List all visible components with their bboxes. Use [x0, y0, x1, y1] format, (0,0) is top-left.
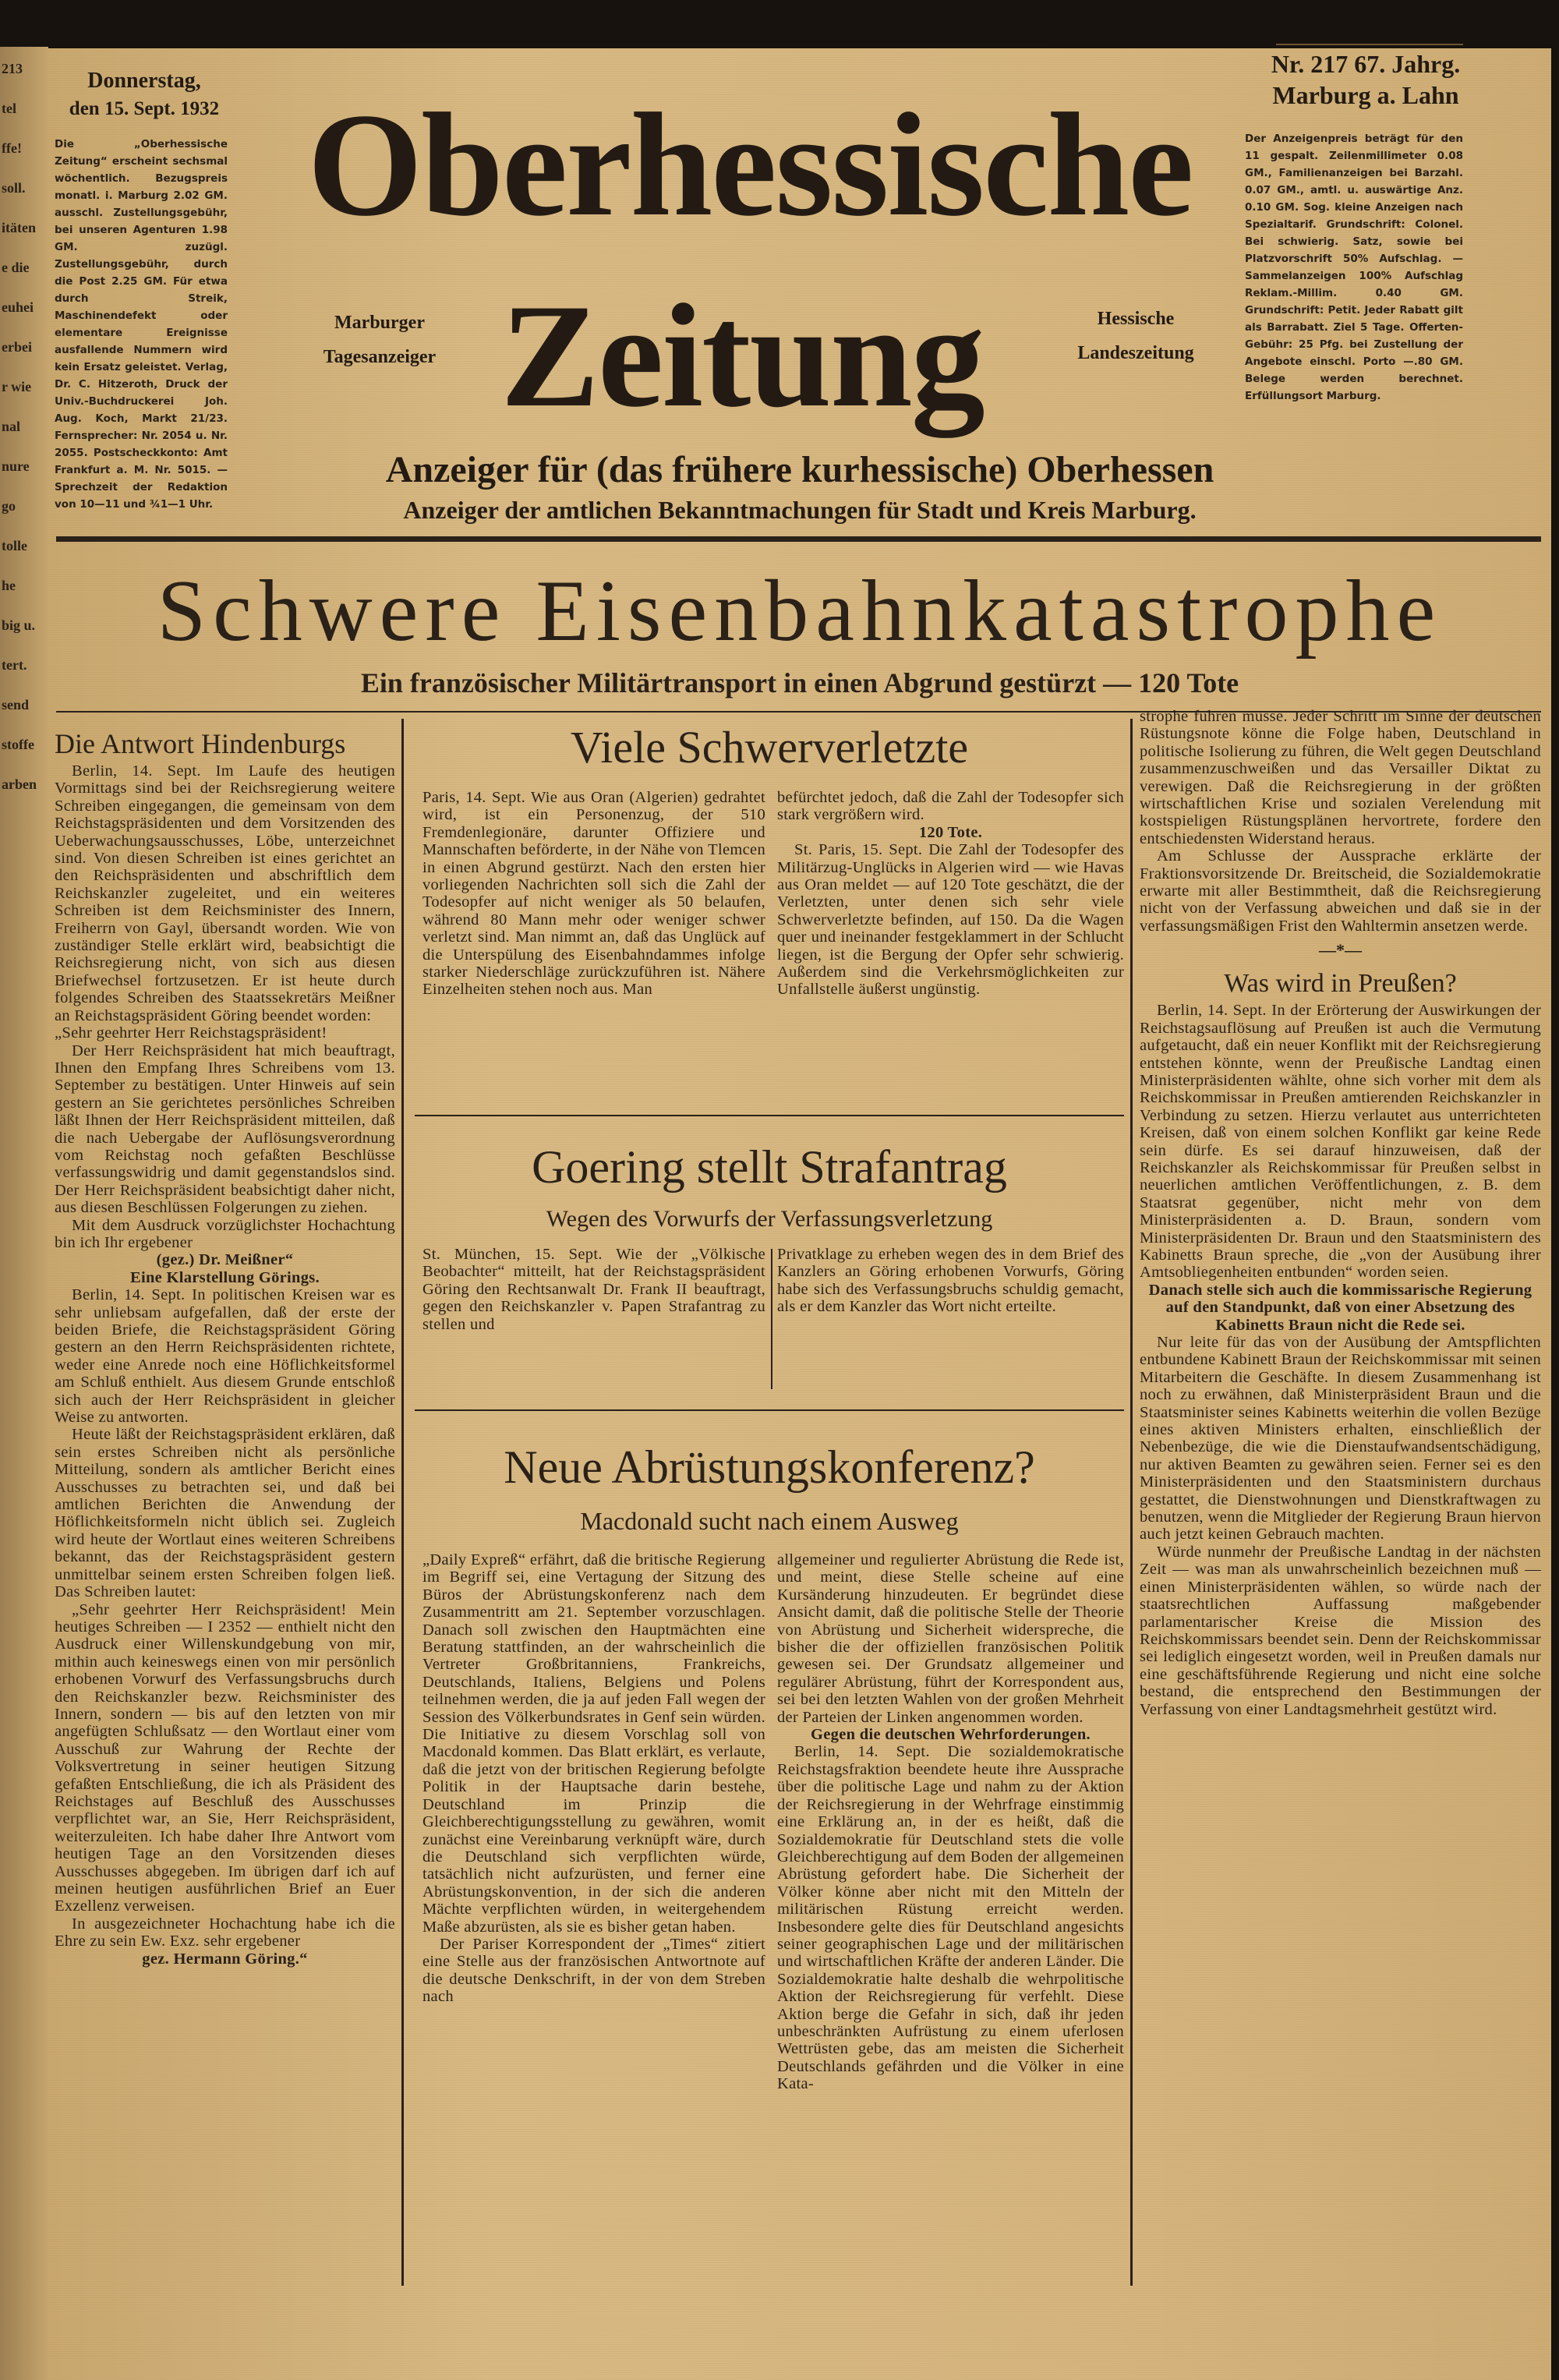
- neighbor-page-fragment: send: [2, 697, 30, 713]
- paragraph: Paris, 14. Sept. Wie aus Oran (Algerien) gedrahtet wird, ist ein Personenzug, der 510 Fremdenlegionäre, darunter Offiziere und Mannschaften beförderte, in der Nähe von Tlemcen in einen Abgrund gestürzt. Nach den ersten hier vorliegenden Nachrichten soll sich die Zahl der Todesopfer auf nicht weniger als 50 belaufen, während 80 Mann mehr oder weniger schwer verletzt sind. Man nimmt an, daß das Unglück auf die Unterspülung des Eisenbahndammes infolge starker Niederschläge zurückzuführen ist. Nähere Einzelheiten stehen noch aus. Man: [422, 789, 765, 999]
- neighbor-page-edge: [0, 47, 48, 2380]
- paragraph: gez. Hermann Göring.“: [142, 1950, 308, 1968]
- lead-subheadline: Ein französischer Militärtransport in einen Abgrund gestürzt — 120 Tote: [360, 667, 1239, 698]
- abruestung-body-right: [777, 1551, 1124, 2093]
- paragraph: allgemeiner und regulierter Abrüstung die Rede ist, und meint, diese Stelle scheine auf eine Kursänderung hinzudeuten. Er begründet diese Ansicht damit, daß die politische Stelle der Theorie von Abrüstung und Sicherheit widerspreche, die bisher die der offiziellen französischen Politik gewesen sei. Der Grundsatz allgemeiner und regulärer Abrüstung, führt der Korrespondent aus, sei bei den letzten Wahlen von der großen Mehrheit der Parteien der Linken angenommen worden.: [777, 1551, 1124, 1726]
- newspaper-page: [48, 48, 1551, 2380]
- paragraph: „Sehr geehrter Herr Reichstagspräsident!: [55, 1024, 327, 1042]
- neighbor-page-fragment: 213: [2, 61, 23, 76]
- neighbor-page-fragment: soll.: [2, 180, 26, 196]
- goering-subheadline: Wegen des Vorwurfs der Verfassungsverletzung: [546, 1206, 993, 1232]
- paragraph: 120 Tote.: [918, 823, 983, 841]
- neighbor-page-fragment: ffe!: [2, 140, 22, 156]
- goering-body-left: [422, 1246, 765, 1333]
- masthead-title-line1: Oberhessische: [307, 83, 1193, 247]
- neighbor-page-fragment: tel: [2, 101, 16, 116]
- issue-date: [55, 67, 234, 123]
- marburger-tagesanzeiger: [306, 306, 454, 374]
- preussen-body: [1140, 1002, 1541, 1718]
- neighbor-page-fragment: tolle: [2, 538, 27, 553]
- abruestung-subheadline: Macdonald sucht nach einem Ausweg: [580, 1507, 959, 1535]
- verletzte-rule: [415, 1115, 1124, 1116]
- neighbor-page-fragment: tert.: [2, 657, 27, 673]
- date-weekday: Donnerstag,: [87, 69, 201, 93]
- paragraph: St. München, 15. Sept. Wie der „Völkische Beobachter“ mitteilt, hat der Reichstagspräsident Göring den Rechtsanwalt Dr. Frank II beauftragt, gegen den Reichskanzler v. Papen Strafantrag zu stellen und: [422, 1246, 765, 1333]
- paragraph: Nur leite für das von der Ausübung der Amtspflichten entbundene Kabinett Braun der Reichskommissar mit seinen Mitarbeitern die Geschäfte. In diesem Zusammenhang ist noch zu erwähnen, daß Ministerpräsident Braun und die Staatsminister seines Kabinetts weiterhin die vollen Bezüge eines aktiven Ministers erhalten, einschließlich der Nebenbezüge, die wie die Dienstaufwandsentschädigung, nur aktiven Beamten zu gewähren seien. Ferner sei es den Ministerpräsidenten und den Staatsministern durchaus gestattet, die Dienstwohnungen und Dienstkraftwagen zu benutzen, wenn die Mitglieder der Regierung Braun hiervon auch jetzt keinen Gebrauch machten.: [1140, 1334, 1541, 1544]
- paragraph: (gez.) Dr. Meißner“: [156, 1251, 294, 1269]
- verletzte-body-right: [777, 789, 1124, 999]
- right-sub-1: Hessische: [1097, 309, 1175, 329]
- neighbor-page-fragment: go: [2, 498, 16, 514]
- verletzte-headline: Viele Schwerverletzte: [570, 722, 969, 773]
- issue-place: Marburg a. Lahn: [1272, 81, 1459, 109]
- date-day: den 15. Sept. 1932: [69, 98, 220, 119]
- paragraph: Würde nunmehr der Preußische Landtag in der nächsten Zeit — was man als unwahrscheinlich bezeichnen muß — einen Ministerpräsidenten wählen, so würde nach der staatsrechtlichen Auffassung maßgebender parlamentarischer Kreise die Mission des Reichskommissars beendet sein. Denn der Reichskommissar sei lediglich eingesetzt worden, weil in Preußen damals nur eine geschäftsführende Regierung und nicht eine solche bestand, die entsprechend den Bestimmungen der Verfassung von einer Landtagsmehrheit gestützt wird.: [1140, 1543, 1541, 1718]
- left-sub-2: Tagesanzeiger: [323, 347, 437, 367]
- paragraph: Gegen die deutschen Wehrforderungen.: [811, 1726, 1091, 1744]
- article-preussen: [1140, 708, 1541, 1718]
- preussen-headline: Was wird in Preußen?: [1224, 969, 1457, 999]
- goering-headline: Goering stellt Strafantrag: [532, 1141, 1007, 1193]
- left-sub-1: Marburger: [334, 313, 425, 333]
- tagline-secondary: Anzeiger der amtlichen Bekanntmachungen für Stadt und Kreis Marburg.: [403, 496, 1197, 524]
- paragraph: Eine Klarstellung Görings.: [130, 1268, 320, 1286]
- neighbor-page-fragment: itäten: [2, 220, 36, 235]
- article-hindenburg: [55, 725, 395, 1968]
- paragraph: Heute läßt der Reichstagspräsident erklären, daß sein erstes Schreiben nicht als persönliche Mitteilung, sondern als amtlicher Bericht eines Ausschusses zu betrachten sei, und daß bei amtlichen Berichten die Anwendung der Höflichkeitsformeln nicht üblich sei. Zugleich wird heute der Wortlaut eines weiteren Schreibens bekannt, das der Reichstagspräsident gestern unmittelbar seinem ersten Schreiben folgen ließ. Das Schreiben lautet:: [55, 1426, 395, 1601]
- paragraph: Der Herr Reichspräsident hat mich beauftragt, Ihnen den Empfang Ihres Schreibens vom 13. September zu bestätigen. Unter Hinweis auf sein gestern an Sie gerichtetes persönliches Schreiben läßt Ihnen der Herr Reichspräsident mitteilen, daß die nach Uebergabe der Auflösungsverordnung vom Reichstag noch gefaßten Beschlüsse verfassungswidrig und damit gegenstandslos sind. Der Herr Reichspräsident beabsichtigt daher nicht, aus diesen Beschlüssen Folgerungen zu ziehen.: [55, 1041, 395, 1217]
- hindenburg-headline: Die Antwort Hindenburgs: [55, 728, 346, 759]
- neighbor-page-fragment: arben: [2, 776, 37, 792]
- goering-column-rule: [771, 1249, 772, 1389]
- issue-number: Nr. 217 67. Jahrg.: [1271, 50, 1461, 78]
- neighbor-page-fragment: nal: [2, 419, 21, 434]
- paragraph: „Daily Expreß“ erfährt, daß die britische Regierung im Begriff sei, eine Vertagung der Sitzung des Büros der Abrüstungskonferenz nach dem Zusammentritt am 21. September vorzuschlagen. Danach soll zwischen den Hauptmächten eine Beratung stattfinden, an der wahrscheinlich die Vertreter Großbritanniens, Frankreichs, Deutschlands, Italiens, Belgiens und Polens teilnehmen werden, die ja auf jeden Fall wegen der Session des Völkerbundsrates in Genf sein würden. Die Initiative zu diesem Vorschlag soll von Macdonald kommen. Das Blatt erklärt, es verlaute, daß die jetzt von der britischen Regierung befolgte Politik in der Hauptsache darin bestehe, Deutschland im Prinzip die Gleichberechtigungsstellung zu gewähren, womit zunächst eine Vereinbarung verknüpft wäre, durch die Deutschland sich verpflichten würde, tatsächlich nicht aufzurüsten, und ferner eine Abrüstungskonvention, in der sich die anderen Mächte verpflichten würden, in weitergehendem Maße abzurüsten, als sie es bisher getan haben.: [422, 1551, 765, 1936]
- column-rule-right: [1130, 719, 1133, 2286]
- paragraph: In ausgezeichneter Hochachtung habe ich die Ehre zu sein Ew. Exz. sehr ergebener: [55, 1915, 395, 1950]
- neighbor-page-fragment: big u.: [2, 617, 36, 633]
- paragraph: Berlin, 14. Sept. In der Erörterung der Auswirkungen der Reichstagsauflösung auf Preußen ist auch die Vermutung aufgetaucht, daß ein neuer Konflikt mit der Reichsregierung entstehen könnte, wenn der Preußische Landtag einen Ministerpräsidenten wählte, ohne sich vorher mit dem als Reichskommissar in Preußen amtierenden Reichskanzler in Verbindung zu setzen. Hierzu verlautet aus unterrichteten Kreisen, daß von einem solchen Konflikt gar keine Rede sein dürfe. Es sei darauf hinzuweisen, daß der Reichskanzler als Reichskommissar für Preußen selbst in neuerlichen amtlichen Veröffentlichungen, z. B. dem Staatsrat gegenüber, nicht mehr von dem Ministerpräsidenten a. D. Braun, sondern vom Ministerpräsidenten Dr. Braun und den Staatsministern des Kabinetts Braun spreche, die „von der Ausübung ihrer Amtsobliegenheiten entbunden“ worden seien.: [1140, 1002, 1541, 1282]
- paragraph: Danach stelle sich auch die kommissarische Regierung auf den Standpunkt, daß von einer Absetzung des Kabinetts Braun nicht die Rede sei.: [1148, 1281, 1532, 1334]
- advertising-rates: Der Anzeigenpreis beträgt für den 11 gespalt. Zeilenmillimeter 0.08 GM., Familienanzeigen bei Barzahl. 0.07 GM., amtl. u. auswärtige Anz. 0.10 GM. Sog. kleine Anzeigen nach Spezialtarif. Grundschrift: Colonel. Bei schwierig. Satz, sowie bei Platzvorschrift 50% Aufschlag. — Sammelanzeigen 100% Aufschlag Reklam.-Millim. 0.40 GM. Grundschrift: Petit. Jeder Rabatt gilt als Barrabatt. Ziel 5 Tage. Offerten-Gebühr: 25 Pfg. bei Zustellung der Angebote einschl. Porto —.80 GM. Belege werden berechnet. Erfüllungsort Marburg.: [1245, 133, 1463, 402]
- goering-rule: [415, 1409, 1124, 1411]
- separator: —*—: [1319, 940, 1362, 960]
- paragraph: Der Pariser Korrespondent der „Times“ zitiert eine Stelle aus der französischen Antwortnote auf die deutsche Denkschrift, in der von dem Streben nach: [422, 1935, 765, 2006]
- neighbor-page-fragment: erbei: [2, 339, 32, 355]
- paragraph: Mit dem Ausdruck vorzüglichster Hochachtung bin ich Ihr ergebener: [55, 1216, 395, 1251]
- paragraph: Berlin, 14. Sept. Die sozialdemokratische Reichstagsfraktion beendete heute ihre Aussprache über die politische Lage und nahm zu der Aktion der Reichsregierung in der Wehrfrage einstimmig eine Erklärung an, in der es heißt, daß die Sozialdemokratie für Deutschland stets die volle Gleichberechtigung auf dem Boden der allgemeinen Abrüstung gefordert habe. Die Sicherheit der Völker könne aber nicht mit den Mitteln der militärischen Rüstung erreicht werden. Insbesondere gelte dies für Deutschland angesichts seiner geographischen Lage und der militärischen und wirtschaftlichen Kräfte der anderen Länder. Die Sozialdemokratie halte deshalb die wehrpolitische Aktion der Reichsregierung für verfehlt. Diese Aktion berge die Gefahr in sich, daß ihr jeden unbeschränkten Aufrüstung zu einem uferlosen Wettrüsten gebe, das am meisten die Sicherheit Deutschlands gefährden und die Völker in eine Kata-: [777, 1743, 1124, 2093]
- paragraph: Berlin, 14. Sept. In politischen Kreisen war es sehr unliebsam aufgefallen, daß der erste der beiden Briefe, die Reichstagspräsident Göring gestern an den Herrn Reichspräsidenten richtete, weder eine Anrede noch eine Höflichkeitsformel am Schluß enthielt. Aus diesem Grunde entschloß sich auch der Herr Reichspräsident in gleicher Weise zu antworten.: [55, 1286, 395, 1427]
- tagline-primary: Anzeiger für (das frühere kurhessische) Oberhessen: [385, 449, 1214, 490]
- paragraph: Am Schlusse der Aussprache erklärte der Fraktionsvorsitzende Dr. Breitscheid, die Sozialdemokratie erwarte mit aller Bestimmtheit, daß die Reichsregierung nicht von der Verfassung abweichen und daß sie in der verfassungsmäßigen Frist den Wahltermin ansetzen werde.: [1140, 847, 1541, 935]
- issue-info: [1253, 48, 1479, 111]
- verletzte-body-left: [422, 789, 765, 999]
- abruestung-body-left: [422, 1551, 765, 2006]
- issue-rule: [1276, 44, 1463, 45]
- neighbor-page-fragment: stoffe: [2, 737, 34, 752]
- abruestung-headline: Neue Abrüstungskonferenz?: [504, 1441, 1035, 1493]
- subscription-info: Die „Oberhessische Zeitung“ erscheint sechsmal wöchentlich. Bezugspreis monatl. i. Marburg 2.02 GM. ausschl. Zustellungsgebühr, bei unseren Agenturen 1.98 GM. zuzügl. Zustellungsgebühr, durch die Post 2.25 GM. Für etwa durch Streik, Maschinendefekt oder elementare Ereignisse ausfallende Nummern wird kein Ersatz geleistet. Verlag, Dr. C. Hitzeroth, Druck der Univ.-Buchdruckerei Joh. Aug. Koch, Markt 21/23. Fernsprecher: Nr. 2054 u. Nr. 2055. Postscheckkonto: Amt Frankfurt a. M. Nr. 5015. — Sprechzeit der Redaktion von 10—11 und ¾1—1 Uhr.: [55, 138, 228, 511]
- paragraph: strophe führen müsse. Jeder Schritt im Sinne der deutschen Rüstungsnote könne die Folge haben, Deutschland in politische Isolierung zu führen, die Welt gegen Deutschland zusammenzuschweißen und das Versailler Diktat zu verewigen. Daß die Reichsregierung in der größten wirtschaftlichen Krise und sozialen Verelendung mit kostspieligen Rüstungsplänen hervortrete, fordere den entschiedensten Widerstand heraus.: [1140, 708, 1541, 847]
- hessische-landeszeitung: [1062, 302, 1210, 370]
- preussen-intro: [1140, 708, 1541, 935]
- goering-body-right: [777, 1246, 1124, 1316]
- paragraph: Privatklage zu erheben wegen des in dem Brief des Kanzlers an Göring erhobenen Vorwurfs, Göring habe sich des Verfassungsbruchs schuldig gemacht, als er dem Kanzler das Wort nicht erteilte.: [777, 1246, 1124, 1316]
- column-rule-left: [401, 719, 404, 2286]
- right-sub-2: Landeszeitung: [1077, 343, 1194, 363]
- paragraph: St. Paris, 15. Sept. Die Zahl der Todesopfer des Militärzug-Unglücks in Algerien wird — wie Havas aus Oran meldet — auf 120 Tote geschätzt, die der Verletzten, unter denen sich sehr viele Schwerverletzte befinden, auf 150. Da die Wagen quer und ineinander festgeklammert in der Schlucht liegen, ist die Bergung der Opfer sehr schwierig. Außerdem sind die Verkehrsmöglichkeiten zur Unfallstelle äußerst ungünstig.: [777, 841, 1124, 999]
- neighbor-page-fragment: r wie: [2, 379, 32, 394]
- paragraph: befürchtet jedoch, daß die Zahl der Todesopfer sich stark vergrößern wird.: [777, 789, 1124, 824]
- lead-headline: Schwere Eisenbahnkatastrophe: [157, 563, 1443, 660]
- paragraph: „Sehr geehrter Herr Reichspräsident! Mein heutiges Schreiben — I 2352 — enthielt nicht den Ausdruck einer Willenskundgebung von mir, mithin auch keineswegs einen von mir persönlich erhobenen Vorwurf des Verfassungsbruchs durch den Reichskanzler bezw. Reichsminister des Innern, sondern — bis auf den letzten von mir angefügten Schlußsatz — den Wortlaut einer vom Ausschuß zur Wahrung der Rechte der Volksvertretung in seiner heutigen Sitzung gefaßten Entschließung, die ich als Präsident des Reichstages auf Beschluß des Ausschusses verpflichtet war, an Sie, Herr Reichspräsident, weiterzuleiten. Ich habe daher Ihre Antwort vom heutigen Tage an den Vorsitzenden dieses Ausschusses abgegeben. Im übrigen darf ich auf meinen heutigen ausführlichen Brief an Euer Exzellenz verweisen.: [55, 1600, 395, 1915]
- neighbor-page-fragment: e die: [2, 260, 30, 275]
- masthead-title-line2: Zeitung: [500, 274, 984, 438]
- neighbor-page-fragment: nure: [2, 458, 30, 474]
- hindenburg-body: [55, 762, 395, 1968]
- paragraph: Berlin, 14. Sept. Im Laufe des heutigen Vormittags sind bei der Reichsregierung weitere Schreiben eingegangen, die gemeinsam von dem Reichstagspräsidenten und dem Vorsitzenden des Ueberwachungsausschusses, Löbe, unterzeichnet sind. Von diesen Schreiben ist eines gerichtet an den Reichspräsidenten und abschriftlich dem Reichskanzler zugeleitet, und ein weiteres Schreiben ist dem Reichsminister des Innern, Freiherrn von Gayl, übersandt worden. Wie von zuständiger Stelle erklärt wird, beabsichtigt die Reichsregierung nicht, von sich aus diesen Briefwechsel fortzusetzen. Er ist heute durch folgendes Schreiben des Staatssekretärs Meißner an Reichstagspräsident Göring beendet worden:: [55, 762, 395, 1024]
- neighbor-page-fragment: euhei: [2, 299, 34, 315]
- masthead-rule: [56, 536, 1541, 542]
- neighbor-page-fragment: he: [2, 578, 16, 593]
